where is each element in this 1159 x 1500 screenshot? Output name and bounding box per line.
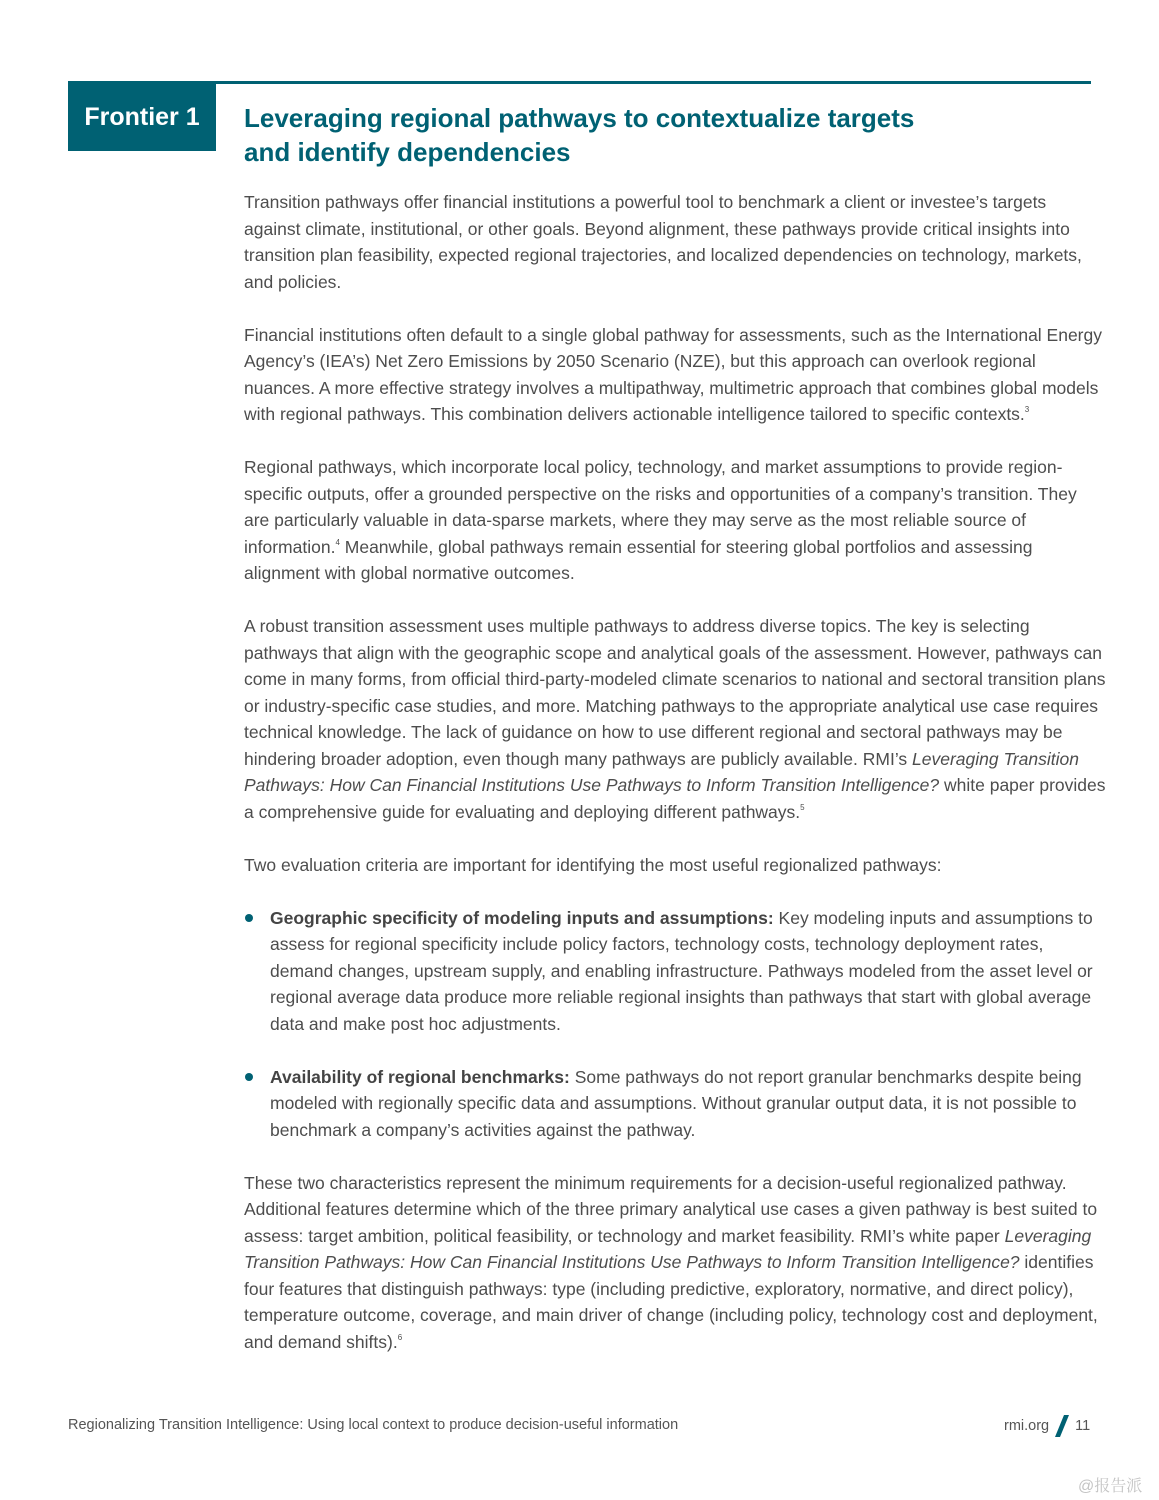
list-item [244,905,1106,1038]
paragraph-4-text-a: A robust transition assessment uses multiple pathways to address diverse topics. The key is selecting pathways that align with the geographic scope and analytical goals of the assessment. However, pathways can come in many forms, from official third-party-modeled climate scenarios to national and sectoral transition plans or industry-specific case studies, and more. Matching pathways to the appropriate analytical use case requires technical knowledge. The lack of guidance on how to use different regional and sectoral pathways may be hindering broader adoption, even though many pathways are publicly available. RMI’s [244,616,1106,769]
bullet-icon [245,1073,253,1081]
title-line-1: Leveraging regional pathways to contextualize targets [244,103,915,133]
paragraph-5: Two evaluation criteria are important for identifying the most useful regionalized pathways: [244,854,942,875]
paragraph-4-text-b: white paper provides a comprehensive guide for evaluating and deploying different pathways. [244,775,1106,822]
paragraph-6-text-b: identifies four features that distinguish pathways: type (including predictive, exploratory, normative, and direct policy), temperature outcome, coverage, and main driver of change (including policy, technology cost and deployment, and demand shifts). [244,1252,1098,1352]
paragraph-6 [244,1170,1106,1356]
watermark: @报告派 [1078,1478,1143,1495]
footnote-ref-5[interactable]: 5 [800,802,805,812]
paragraph-2 [244,322,1106,428]
paragraph-2-text: Financial institutions often default to a single global pathway for assessments, such as the International Energy Agency’s (IEA’s) Net Zero Emissions by 2050 Scenario (NZE), but this approach can overlook regional nuances. A more effective strategy involves a multipathway, multimetric approach that combines global models with regional pathways. This combination delivers actionable intelligence tailored to specific contexts. [244,324,1102,424]
footnote-ref-6[interactable]: 6 [397,1332,403,1342]
bullet-2-heading: Availability of regional benchmarks: [270,1066,570,1087]
paragraph-6-text-a: These two characteristics represent the minimum requirements for a decision-useful regionalized pathway. Additional features determine which of the three primary analytical use cases a given pathway is best suited to assess: target ambition, political feasibility, or technology and market feasibility. RMI’s white paper [244,1172,1098,1246]
bullet-1-text: Key modeling inputs and assumptions to assess for regional specificity include policy factors, technology costs, technology deployment rates, demand changes, upstream supply, and enabling infrastructure. Pathways modeled from the asset level or regional average data produce more reliable regional insights than pathways that start with global average data and make post hoc adjustments. [270,907,1093,1034]
criteria-list [244,905,1106,1144]
footnote-ref-4[interactable]: 4 [335,537,340,547]
paragraph-3-text-b: Meanwhile, global pathways remain essential for steering global portfolios and assessing alignment with global normative outcomes. [244,536,1033,583]
paragraph-3-text-a: Regional pathways, which incorporate local policy, technology, and market assumptions to provide region-specific outputs, offer a grounded perspective on the risks and opportunities of a company’s transition. They are particularly valuable in data-sparse markets, where they may serve as the most reliable source of information. [244,457,1077,557]
bullet-2-text: Some pathways do not report granular benchmarks despite being modeled with regionally specific data and assumptions. Without granular output data, it is not possible to benchmark a company’s activities against the pathway. [270,1066,1082,1140]
paragraph-6-report-title: Leveraging Transition Pathways: How Can Financial Institutions Use Pathways to Inform Transition Intelligence? [244,1225,1092,1272]
footer-document-title: Regionalizing Transition Intelligence: Using local context to produce decision-useful information [68,1417,679,1433]
paragraph-4-report-title: Leveraging Transition Pathways: How Can Financial Institutions Use Pathways to Inform Transition Intelligence? [244,748,1079,795]
paragraph-4 [244,613,1106,825]
footer-page-info [1004,1413,1090,1439]
bullet-1-heading: Geographic specificity of modeling inputs and assumptions: [270,907,774,928]
frontier-label: Frontier 1 [68,84,216,151]
title-line-2: and identify dependencies [244,137,571,167]
list-item [244,1064,1106,1144]
paragraph-3 [244,454,1106,587]
paragraph-1: Transition pathways offer financial institutions a powerful tool to benchmark a client or investee’s targets against climate, institutional, or other goals. Beyond alignment, these pathways provide critical insights into transition plan feasibility, expected regional trajectories, and localized dependencies on technology, markets, and policies. [244,192,1082,292]
page-number: 11 [1075,1418,1091,1434]
footnote-ref-3[interactable]: 3 [1024,405,1030,414]
bullet-icon [245,914,253,922]
page-title [244,101,1004,169]
header-rule [68,81,1091,84]
slash-icon [1054,1413,1070,1439]
footer-site-link[interactable]: rmi.org [1004,1418,1050,1434]
body-content [244,189,1106,1382]
